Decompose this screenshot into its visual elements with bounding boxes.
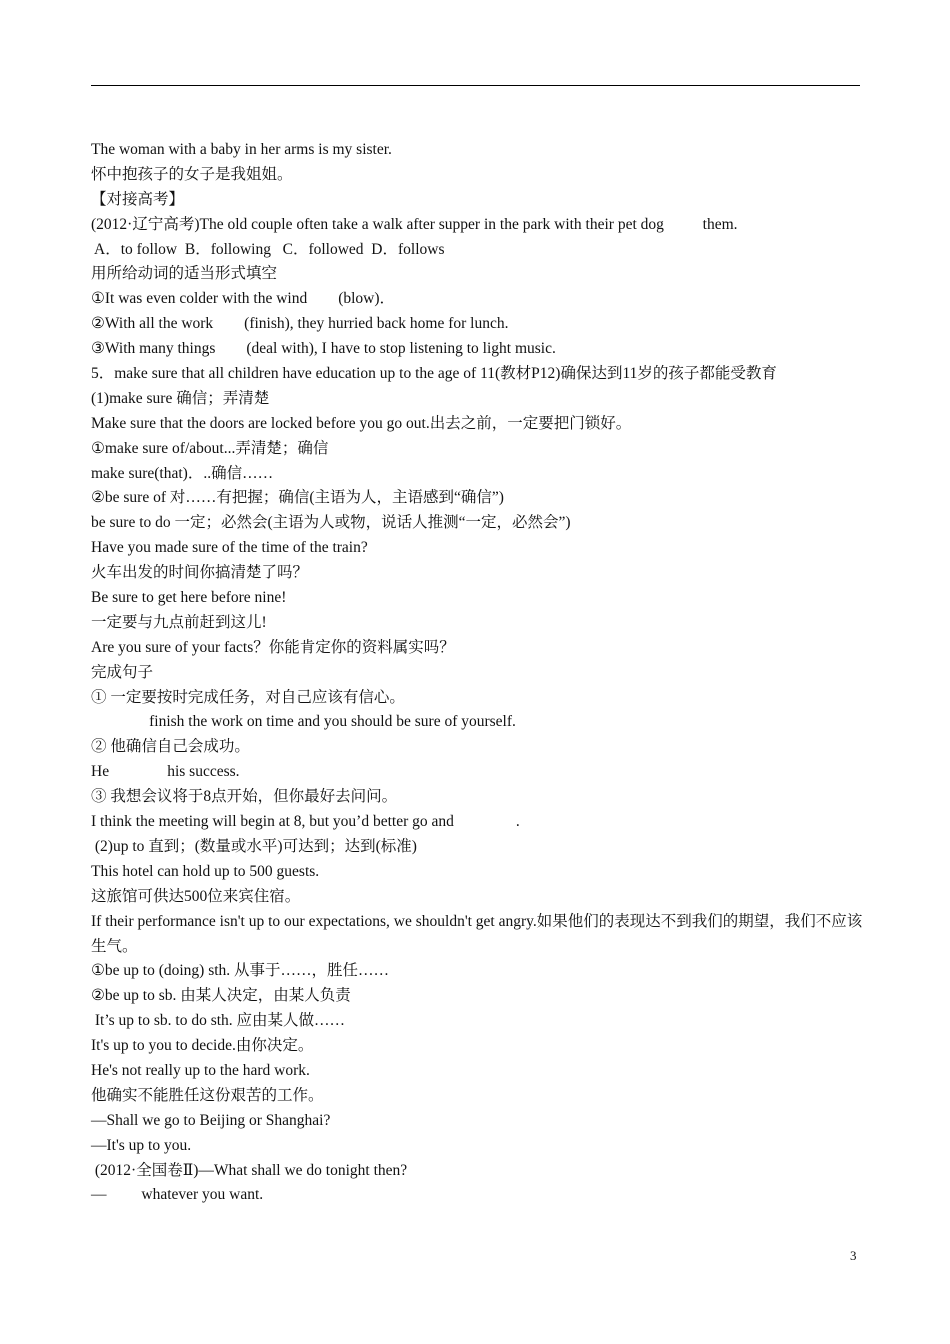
section-heading: 【对接高考】 xyxy=(91,190,185,208)
text-line: ②be sure of 对……有把握；确信(主语为人，主语感到“确信”) xyxy=(91,489,504,507)
text-line: ②be up to sb. 由某人决定，由某人负责 xyxy=(91,987,351,1005)
text-line: ①be up to (doing) sth. 从事于……，胜任…… xyxy=(91,962,390,980)
exercise-item: ① 一定要按时完成任务，对自己应该有信心。 xyxy=(91,688,405,706)
page-body xyxy=(91,138,863,1208)
exercise-item: ③With many things (deal with), I have to stop listening to light music. xyxy=(91,340,556,358)
text-line: This hotel can hold up to 500 guests. xyxy=(91,862,320,880)
dialogue-line: (2012·全国卷Ⅱ)—What shall we do tonight then? xyxy=(91,1161,408,1179)
text-line: 用所给动词的适当形式填空 xyxy=(91,265,278,283)
text-line: Have you made sure of the time of the train? xyxy=(91,539,368,557)
text-line: 怀中抱孩子的女子是我姐姐。 xyxy=(91,165,293,183)
text-line: 这旅馆可供达500位来宾住宿。 xyxy=(91,887,301,905)
text-line: 完成句子 xyxy=(91,663,154,681)
dialogue-line: —Shall we go to Beijing or Shanghai? xyxy=(91,1111,331,1129)
text-line: It's up to you to decide.由你决定。 xyxy=(91,1037,314,1055)
section-heading: 5．make sure that all children have education up to the age of 11(教材P12)确保达到11岁的孩子都能受教育 xyxy=(91,365,777,383)
exercise-item: finish the work on time and you should be sure of yourself. xyxy=(91,713,516,731)
exercise-item: ①It was even colder with the wind (blow)． xyxy=(91,290,396,308)
text-line: 火车出发的时间你搞清楚了吗？ xyxy=(91,564,309,582)
text-line: He's not really up to the hard work. xyxy=(91,1061,310,1079)
answer-options: A．to follow B．following C．followed D．follows xyxy=(91,240,445,258)
header-rule xyxy=(91,85,860,86)
text-line: be sure to do 一定；必然会(主语为人或物，说话人推测“一定，必然会”) xyxy=(91,514,571,532)
text-line: 他确实不能胜任这份艰苦的工作。 xyxy=(91,1086,324,1104)
text-line: The woman with a baby in her arms is my sister. xyxy=(91,141,392,158)
text-line: Make sure that the doors are locked before you go out.出去之前，一定要把门锁好。 xyxy=(91,414,632,432)
dialogue-line: —It's up to you. xyxy=(91,1136,192,1154)
exercise-item: He his success. xyxy=(91,763,240,781)
exercise-item: ② 他确信自己会成功。 xyxy=(91,738,250,756)
dialogue-line: — whatever you want. xyxy=(91,1186,264,1204)
text-line: It’s up to sb. to do sth. 应由某人做…… xyxy=(91,1012,346,1030)
text-line: Be sure to get here before nine! xyxy=(91,589,287,607)
exercise-item: ②With all the work (finish), they hurried back home for lunch. xyxy=(91,315,509,333)
text-line: (2012·辽宁高考)The old couple often take a walk after supper in the park with their pet dog them. xyxy=(91,215,738,233)
text-line: Are you sure of your facts？你能肯定你的资料属实吗？ xyxy=(91,638,455,656)
text-line: (2)up to 直到；(数量或水平)可达到；达到(标准) xyxy=(91,837,417,855)
exercise-item: I think the meeting will begin at 8, but you’d better go and . xyxy=(91,813,520,831)
text-line: ①make sure of/about...弄清楚；确信 xyxy=(91,439,329,457)
text-line: (1)make sure 确信；弄清楚 xyxy=(91,389,270,407)
text-line: 一定要与九点前赶到这儿! xyxy=(91,613,267,631)
text-line: make sure(that)．..确信…… xyxy=(91,464,274,482)
exercise-item: ③ 我想会议将于8点开始，但你最好去问问。 xyxy=(91,788,398,806)
page-number: 3 xyxy=(850,1248,857,1263)
text-line: If their performance isn't up to our expectations, we shouldn't get angry.如果他们的表现达不到我们的期望，我们不应该生气。 xyxy=(91,912,863,955)
